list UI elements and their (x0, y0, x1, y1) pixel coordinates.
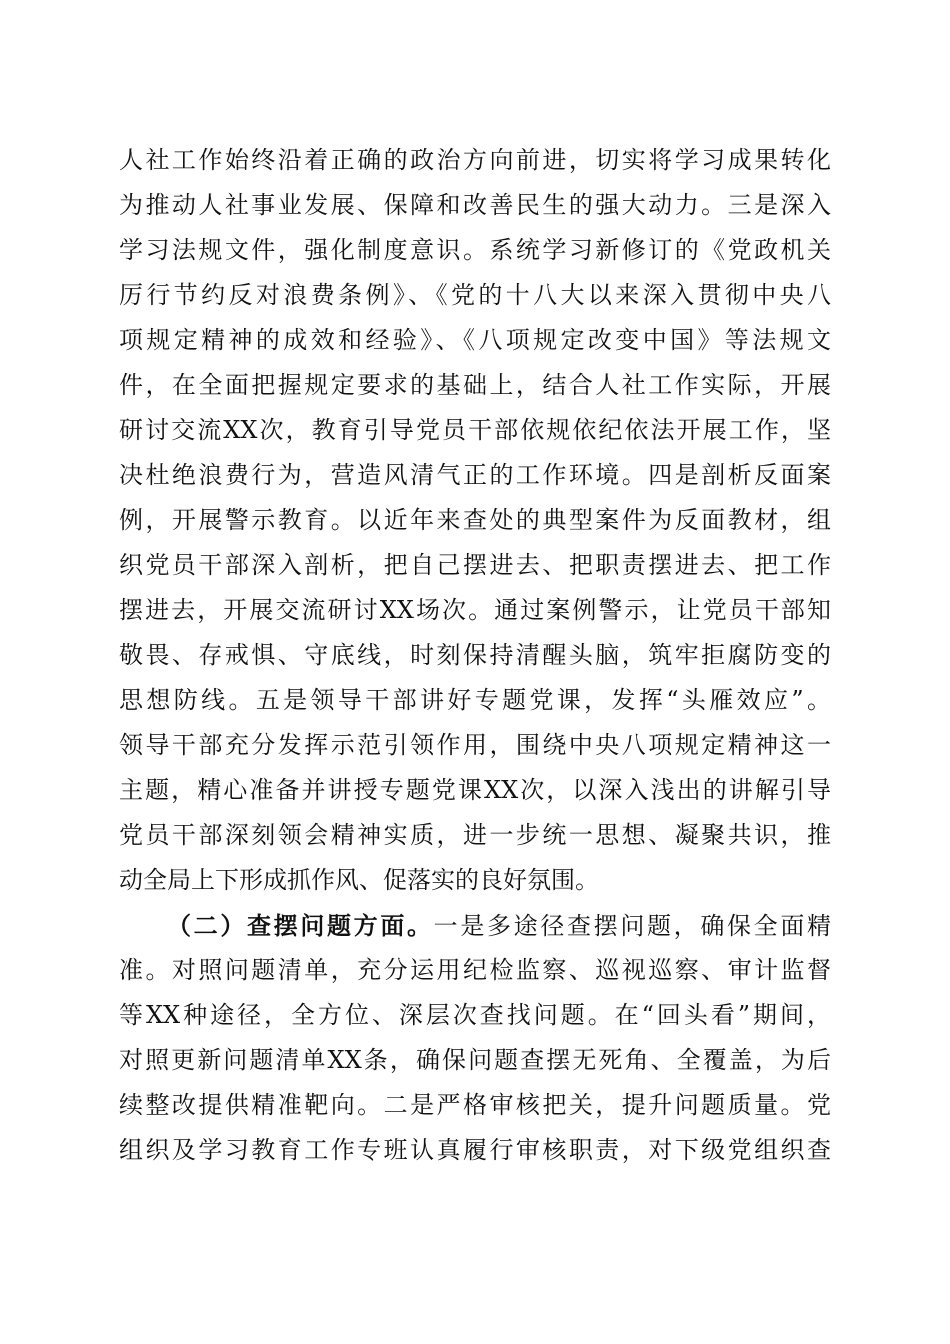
text-line: 决杜绝浪费行为，营造风清气正的工作环境。四是剖析反面案 (119, 461, 831, 489)
section-2-first-line (119, 903, 831, 948)
text-line: 动全局上下形成抓作风、促落实的良好氛围。 (119, 866, 599, 894)
text-line: 研讨交流XX次，教育引导党员干部依规依纪依法开展工作，坚 (119, 416, 831, 444)
text-line: 件，在全面把握规定要求的基础上，结合人社工作实际，开展 (119, 371, 831, 399)
text-line: 等XX种途径，全方位、深层次查找问题。在“回头看”期间， (119, 1001, 831, 1029)
text-line: 对照更新问题清单XX条，确保问题查摆无死角、全覆盖，为后 (119, 1046, 831, 1074)
text-line: 续整改提供精准靶向。二是严格审核把关，提升问题质量。党 (119, 1091, 831, 1119)
text-line: 党员干部深刻领会精神实质，进一步统一思想、凝聚共识，推 (119, 821, 831, 849)
section-2-heading: （二）查摆问题方面。 (167, 911, 434, 940)
text-line: 人社工作始终沿着正确的政治方向前进，切实将学习成果转化 (119, 146, 831, 174)
text-line: 厉行节约反对浪费条例》、《党的十八大以来深入贯彻中央八 (119, 281, 831, 309)
text-line: 组织及学习教育工作专班认真履行审核职责，对下级党组织查 (119, 1136, 831, 1164)
text-line: 准。对照问题清单，充分运用纪检监察、巡视巡察、审计监督 (119, 956, 831, 984)
body-text (119, 138, 831, 1173)
text-line: 领导干部充分发挥示范引领作用，围绕中央八项规定精神这一 (119, 731, 831, 759)
text-line: 敬畏、存戒惧、守底线，时刻保持清醒头脑，筑牢拒腐防变的 (119, 641, 831, 669)
text-line: 例，开展警示教育。以近年来查处的典型案件为反面教材，组 (119, 506, 831, 534)
text-line: 为推动人社事业发展、保障和改善民生的强大动力。三是深入 (119, 191, 831, 219)
text-line: 项规定精神的成效和经验》、《八项规定改变中国》等法规文 (119, 326, 831, 354)
text-line: 学习法规文件，强化制度意识。系统学习新修订的《党政机关 (119, 236, 831, 264)
text-line: 摆进去，开展交流研讨XX场次。通过案例警示，让党员干部知 (119, 596, 831, 624)
text-line: 思想防线。五是领导干部讲好专题党课，发挥“头雁效应”。 (119, 686, 831, 714)
section-2-first-line-text: 一是多途径查摆问题，确保全面精 (433, 912, 832, 940)
text-line: 织党员干部深入剖析，把自己摆进去、把职责摆进去、把工作 (119, 551, 831, 579)
text-line: 主题，精心准备并讲授专题党课XX次，以深入浅出的讲解引导 (119, 776, 831, 804)
